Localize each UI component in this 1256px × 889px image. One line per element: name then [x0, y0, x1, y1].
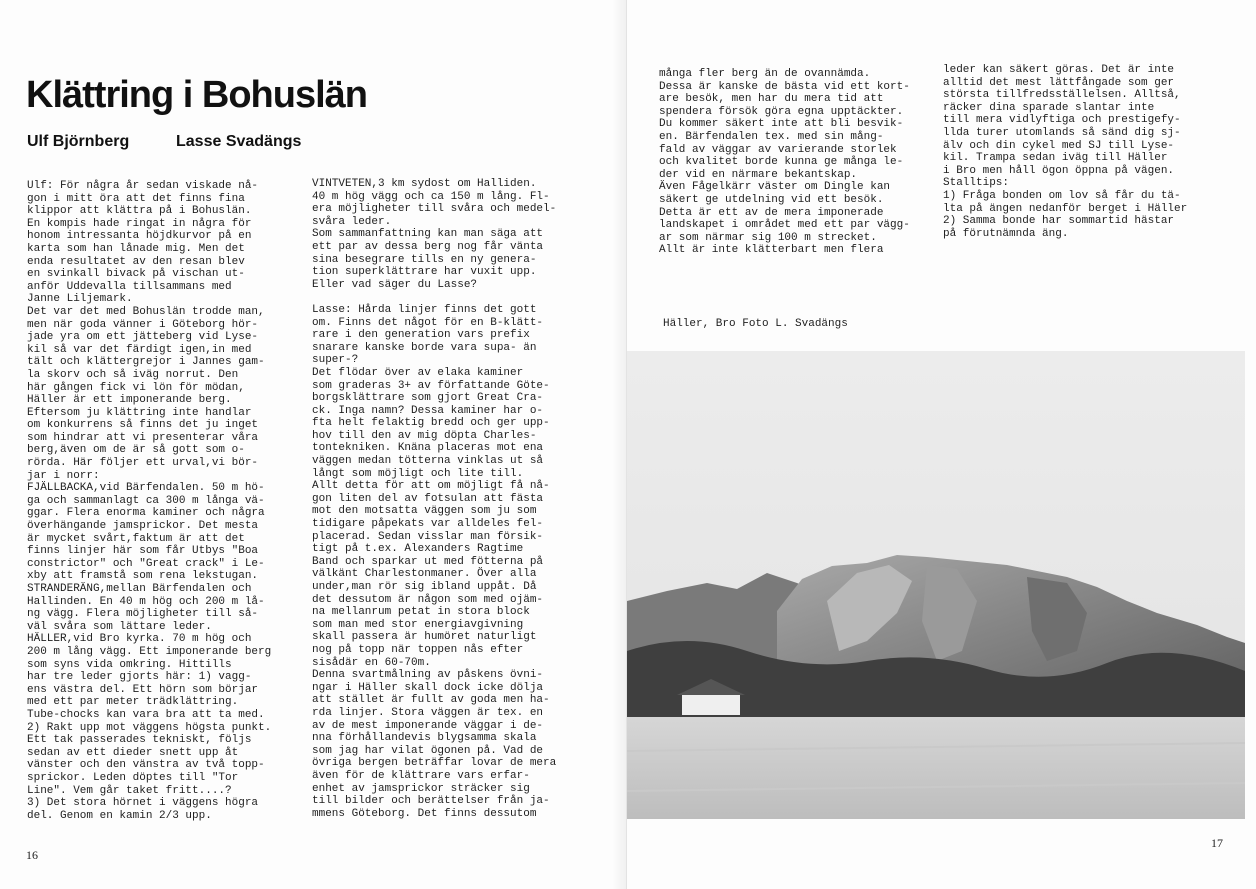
- cliff-photo: [627, 351, 1245, 819]
- photo-caption: Häller, Bro Foto L. Svadängs: [663, 318, 848, 330]
- left-column-2: VINTVETEN,3 km sydost om Halliden. 40 m hög vägg och ca 150 m lång. Fl- era möjligheter till svåra och medel- svåra leder. Som sammanfattning kan man säga att ett par av dessa berg nog får vänta sina besegrare tills en ny genera- tion superklättrare har vuxit upp. Eller vad säger du Lasse? Lasse: Hårda linjer finns det gott om. Finns det något för en B-klätt- rare i den generation vars prefix snarare kanske borde vara supa- än super-? Det flödar över av elaka kaminer som graderas 3+ av författande Göte- borgsklättrare som gjort Great Cra- ck. Inga namn? Dessa kaminer har o- fta helt felaktig bredd och ger upp- hov till den av mig döpta Charles- tontekniken. Knäna placeras mot ena väggen medan tötterna vinklas ut så långt som möjligt och lite till. Allt detta för att om möjligt få nå- gon liten del av fotsulan att fästa mot den motsatta väggen som ju som tidigare påpekats var alldeles fel- placerad. Sedan visslar man försik- tigt på t.ex. Alexanders Ragtime Band och sparkar ut med fötterna på välkänt Charlestonmaner. Över alla under,man rör sig ibland uppåt. Då det dessutom är någon som med ojäm- na mellanrum petat in stora block som man med stor energiavgivning skall passera är humöret naturligt nog på topp när toppen nås efter sisådär en 60-70m. Denna svartmålning av påskens övni- ngar i Häller skall dock icke dölja att stället är fullt av goda men ha- rda linjer. Stora väggen är tex. en av de mest imponerande väggar i de- nna förhållandevis blygsamma skala som jag har vilat ögonen på. Vad de övriga bergen beträffar lovar de mera även för de klättrare vars erfar- enhet av jamsprickor sträcker sig till bilder och berättelser från ja- mmens Göteborg. Det finns dessutom: [312, 178, 557, 820]
- page-number-right: 17: [1211, 836, 1223, 850]
- author-lasse: Lasse Svadängs: [176, 133, 302, 150]
- right-column-2: leder kan säkert göras. Det är inte alltid det mest lättfångade som ger största tillfredsställelsen. Alltså, räcker dina sparade slantar inte till mera vidlyftiga och prestigefy- llda turer utomlands så sänd dig sj- älv och din cykel med SJ till Lyse- kil. Trampa sedan iväg till Häller i Bro men håll ögon öppna på vägen. Stalltips: 1) Fråga bonden om lov så får du tä- lta på ängen nedanför berget i Häller 2) Samma bonde har sommartid hästar på förutnämnda äng.: [943, 64, 1188, 240]
- right-column-1: många fler berg än de ovannämda. Dessa är kanske de bästa vid ett kort- are besök, men har du mera tid att spendera försök göra egna upptäckter. Du kommer säkert inte att bli besvik- en. Bärfendalen tex. med sin mång- fald av väggar av varierande storlek och kvalitet borde kunna ge många le- der vid en närmare bekantskap. Även Fågelkärr väster om Dingle kan säkert ge utdelning vid ett besök. Detta är ett av de mera imponerade landskapet i området med ett par vägg- ar som närmar sig 100 m strecket. Allt är inte klätterbart men flera: [659, 68, 910, 257]
- field: [627, 717, 1245, 819]
- article-title: Klättring i Bohuslän: [26, 74, 367, 116]
- page-spine-shadow: [612, 0, 626, 889]
- left-column-1: Ulf: För några år sedan viskade nå- gon i mitt öra att det finns fina klippor att klättra på i Bohuslän. En kompis hade ringat in några för honom intressanta höjdkurvor på en karta som han lånade mig. Men det enda resultatet av den resan blev en svinkall bivack på vischan ut- anför Uddevalla tillsammans med Janne Liljemark. Det var det med Bohuslän trodde man, men när goda vänner i Göteborg hör- jade yra om ett jätteberg vid Lyse- kil så var det färdigt igen,in med tält och klättergrejor i Jannes gam- la skorv och så iväg norrut. Den här gången fick vi lön för mödan, Häller är ett imponerande berg. Eftersom ju klättring inte handlar om konkurrens så finns det ju inget som hindrar att vi presenterar våra berg,även om de är så gott som o- rörda. Här följer ett urval,vi bör- jar i norr: FJÄLLBACKA,vid Bärfendalen. 50 m hö- ga och sammanlagt ca 300 m långa vä- ggar. Flera enorma kaminer och några överhängande jamsprickor. Det mesta är mycket svårt,faktum är att det finns linjer här som får Utbys "Boa constrictor" och "Great crack" i Le- xby att framstå som rena lekstugan. STRANDERÄNG,mellan Bärfendalen och Hallinden. En 40 m hög och 200 m lå- ng vägg. Flera möjligheter till så- väl svåra som lättare leder. HÄLLER,vid Bro kyrka. 70 m hög och 200 m lång vägg. Ett imponerande berg som syns vida omkring. Hittills har tre leder gjorts här: 1) vagg- ens västra del. Ett hörn som börjar med ett par meter trädklättring. Tube-chocks kan vara bra att ta med. 2) Rakt upp mot väggens högsta punkt. Ett tak passerades tekniskt, följs sedan av ett dieder snett upp åt vänster och den vänstra av två topp- sprickor. Leden döptes till "Tor Line". Vem går taket fritt....? 3) Det stora hörnet i väggens högra del. Genom en kamin 2/3 upp.: [27, 180, 272, 822]
- page-number-left: 16: [26, 848, 38, 862]
- cliff-photo-drawing: [627, 351, 1245, 819]
- author-ulf: Ulf Björnberg: [27, 133, 130, 150]
- farmhouse: [682, 693, 740, 715]
- right-page: [626, 0, 1256, 889]
- left-page: [0, 0, 626, 889]
